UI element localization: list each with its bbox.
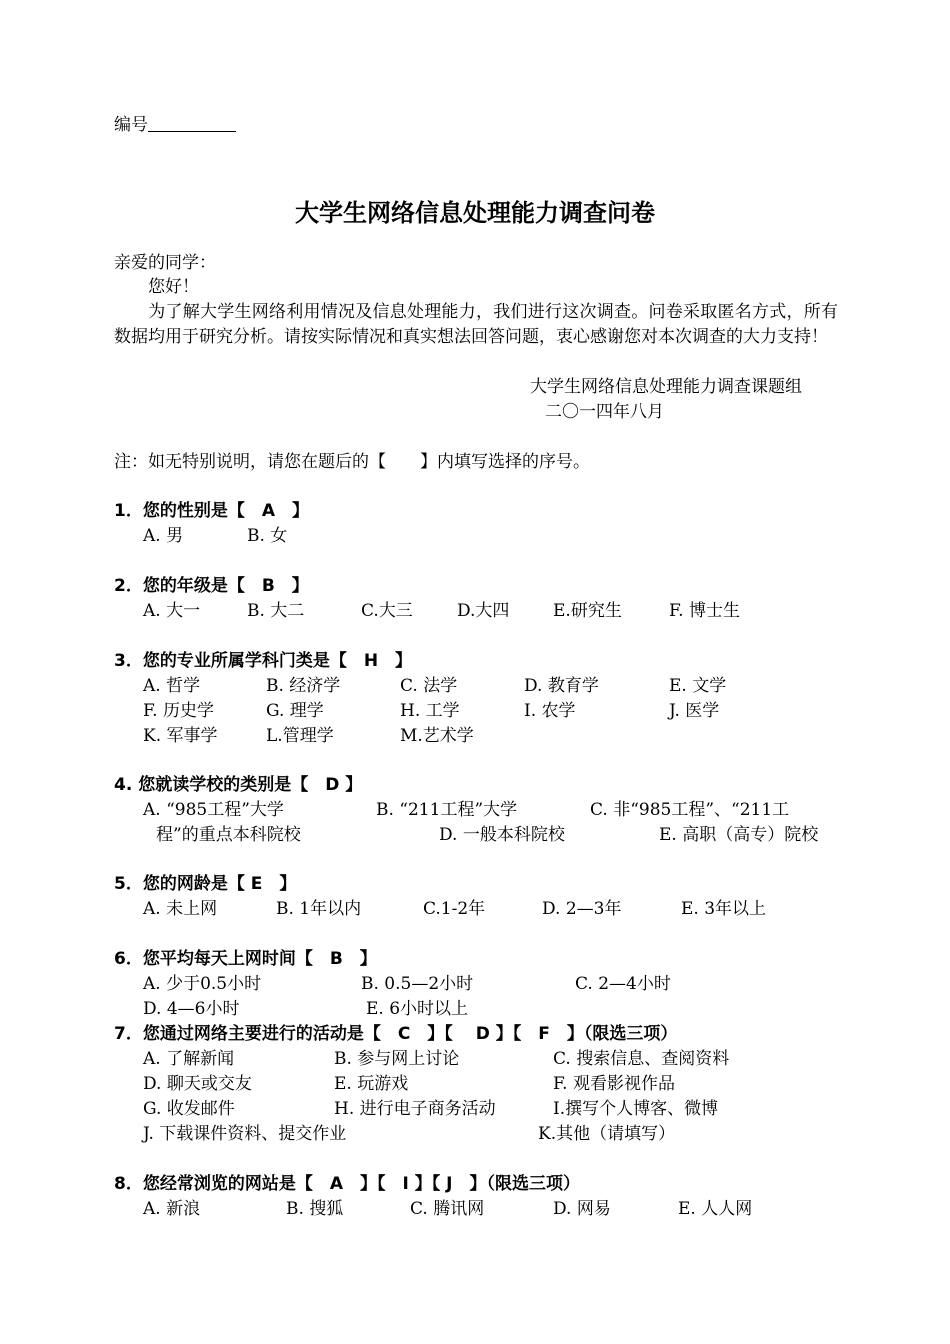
option[interactable]: A. “985工程”大学 [143, 800, 284, 820]
option[interactable]: F. 博士生 [669, 601, 740, 621]
option[interactable]: G. 理学 [266, 701, 324, 721]
option[interactable]: B. 0.5—2小时 [361, 974, 474, 994]
question-stem: 6．您平均每天上网时间【 B 】 [114, 949, 377, 969]
option[interactable]: E. 高职（高专）院校 [659, 825, 819, 845]
option[interactable]: I. 农学 [524, 701, 576, 721]
option[interactable]: E. 6小时以上 [366, 999, 469, 1019]
option[interactable]: J. 医学 [669, 701, 720, 721]
option[interactable]: B. 经济学 [266, 676, 341, 696]
option[interactable]: E. 玩游戏 [334, 1074, 409, 1094]
salutation: 亲爱的同学： [114, 253, 216, 273]
option[interactable]: I.撰写个人博客、微博 [553, 1099, 719, 1119]
option[interactable]: B. 大二 [247, 601, 305, 621]
option[interactable]: A. 了解新闻 [143, 1049, 235, 1069]
option[interactable]: B. 1年以内 [276, 899, 362, 919]
option[interactable]: D. 4—6小时 [143, 999, 240, 1019]
option[interactable]: B. 女 [247, 526, 288, 546]
question-stem: 8．您经常浏览的网站是【 A 】【 I 】【 J 】（限选三项） [114, 1174, 580, 1194]
option[interactable]: D. 网易 [553, 1199, 611, 1219]
question-stem: 2．您的年级是【 B 】 [114, 576, 309, 596]
option[interactable]: H. 进行电子商务活动 [334, 1099, 496, 1119]
option[interactable]: A. 新浪 [143, 1199, 201, 1219]
option[interactable]: K.其他（请填写） [538, 1124, 676, 1144]
question-stem: 4. 您就读学校的类别是【 D 】 [114, 775, 363, 795]
option[interactable]: D.大四 [457, 601, 510, 621]
option[interactable]: B. 搜狐 [286, 1199, 344, 1219]
option[interactable]: C. 搜索信息、查阅资料 [553, 1049, 730, 1069]
option[interactable]: C. 非“985工程”、“211工 [590, 800, 790, 820]
option[interactable]: G. 收发邮件 [143, 1099, 235, 1119]
option[interactable]: H. 工学 [400, 701, 460, 721]
option[interactable]: L.管理学 [266, 726, 334, 746]
option[interactable]: J. 下载课件资料、提交作业 [143, 1124, 347, 1144]
option[interactable]: E. 人人网 [678, 1199, 753, 1219]
option[interactable]: C. 腾讯网 [410, 1199, 485, 1219]
intro-paragraph: 为了解大学生网络利用情况及信息处理能力，我们进行这次调查。问卷采取匿名方式，所有数据均用于研究分析。请按实际情况和真实想法回答问题，衷心感谢您对本次调查的大力支持！ [114, 302, 838, 347]
serial-number-field[interactable] [114, 114, 236, 136]
question-stem: 5．您的网龄是【 E 】 [114, 874, 297, 894]
signature-org: 大学生网络信息处理能力调查课题组 [530, 377, 802, 397]
option[interactable]: F. 历史学 [143, 701, 214, 721]
option[interactable]: D. 教育学 [524, 676, 599, 696]
option[interactable]: A. 大一 [143, 601, 201, 621]
option[interactable]: E. 3年以上 [681, 899, 767, 919]
option[interactable]: A. 未上网 [143, 899, 218, 919]
option[interactable]: C. 法学 [400, 676, 458, 696]
option[interactable]: E. 文学 [669, 676, 727, 696]
option[interactable]: K. 军事学 [143, 726, 218, 746]
option[interactable]: A. 哲学 [143, 676, 201, 696]
option[interactable]: C.1-2年 [423, 899, 486, 919]
option[interactable]: M.艺术学 [400, 726, 474, 746]
option[interactable]: F. 观看影视作品 [553, 1074, 675, 1094]
question-stem: 1．您的性别是【 A 】 [114, 501, 309, 521]
question-stem: 3．您的专业所属学科门类是【 H 】 [114, 651, 413, 671]
option[interactable]: D. 2—3年 [542, 899, 622, 919]
question-stem: 7．您通过网络主要进行的活动是【 C 】【 D 】【 F 】（限选三项） [114, 1024, 678, 1044]
page-title: 大学生网络信息处理能力调查问卷 [295, 199, 655, 227]
option[interactable]: C. 2—4小时 [575, 974, 671, 994]
option[interactable]: D. 聊天或交友 [143, 1074, 252, 1094]
option[interactable]: B. 参与网上讨论 [334, 1049, 460, 1069]
option[interactable]: D. 一般本科院校 [439, 825, 565, 845]
option-continuation: 程”的重点本科院校 [156, 825, 301, 845]
option[interactable]: E.研究生 [553, 601, 622, 621]
greeting: 您好！ [148, 277, 199, 297]
option[interactable]: A. 少于0.5小时 [143, 974, 262, 994]
signature-date: 二〇一四年八月 [545, 402, 664, 422]
option[interactable]: C.大三 [361, 601, 413, 621]
serial-blank[interactable] [148, 114, 236, 132]
serial-label: 编号 [114, 115, 148, 135]
option[interactable]: B. “211工程”大学 [376, 800, 518, 820]
instruction-note: 注：如无特别说明，请您在题后的【 】内填写选择的序号。 [114, 452, 590, 472]
option[interactable]: A. 男 [143, 526, 184, 546]
